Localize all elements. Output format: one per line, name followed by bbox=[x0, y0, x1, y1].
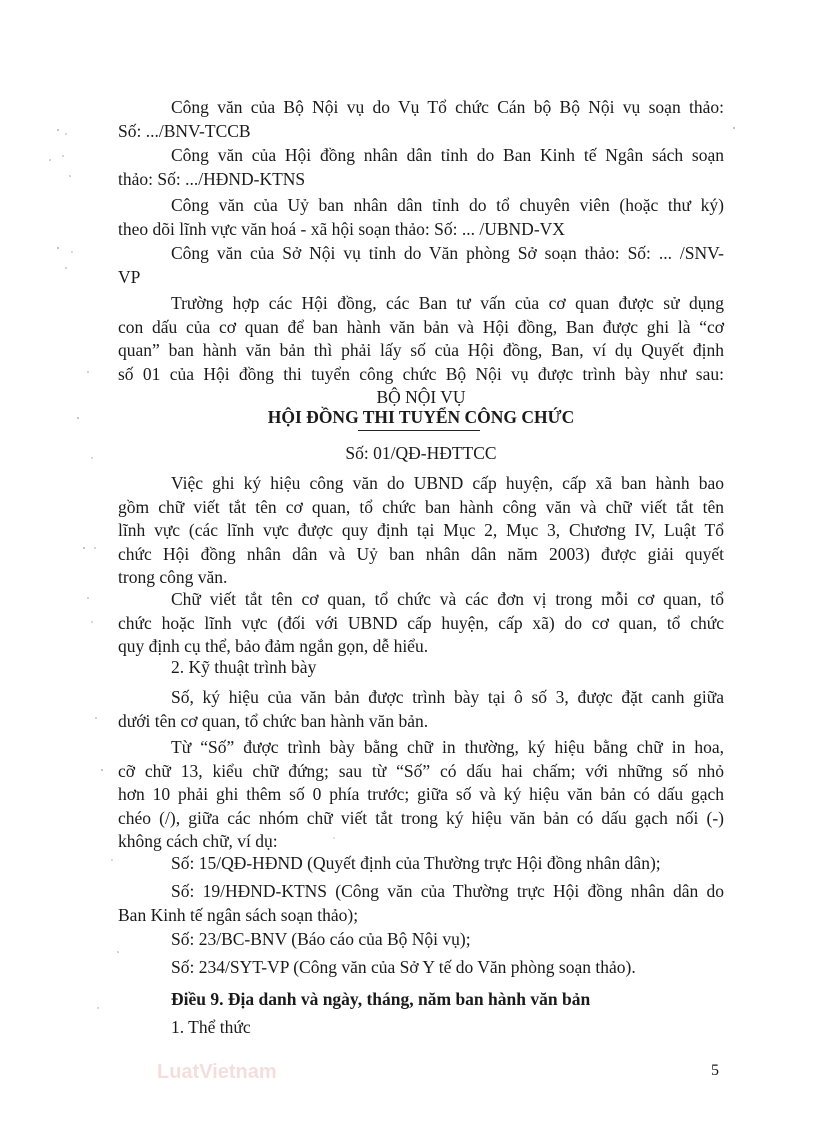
paragraph bbox=[118, 472, 724, 590]
text-line: Số: 234/SYT-VP (Công văn của Sở Y tế do Văn phòng soạn thảo). bbox=[171, 957, 636, 977]
text-line: VP bbox=[118, 266, 141, 287]
text-line: chức hoặc lĩnh vực (đối với UBND cấp huyện, cấp xã) do cơ quan, tổ chức bbox=[118, 612, 724, 633]
text-line: theo dõi lĩnh vực văn hoá - xã hội soạn thảo: Số: ... /UBND-VX bbox=[118, 218, 565, 239]
text-line: không cách chữ, ví dụ: bbox=[118, 831, 278, 851]
watermark-logo: LuatVietnam bbox=[157, 1061, 277, 1083]
paragraph bbox=[118, 736, 724, 854]
text-line: gồm chữ viết tắt tên cơ quan, tổ chức ban hành công văn và chữ viết tắt tên bbox=[118, 496, 724, 517]
text-line: Việc ghi ký hiệu công văn do UBND cấp huyện, cấp xã ban hành bao bbox=[171, 473, 724, 493]
text-line: Từ “Số” được trình bày bằng chữ in thường, ký hiệu bằng chữ in hoa, bbox=[171, 737, 724, 757]
text-line: chéo (/), giữa các nhóm chữ viết tắt trong ký hiệu văn bản có dấu gạch nối (-) bbox=[118, 807, 724, 828]
text-line: dưới tên cơ quan, tổ chức ban hành văn bản. bbox=[118, 710, 429, 731]
text-line: chức Hội đồng nhân dân và Uỷ ban nhân dân năm 2003) được giải quyết bbox=[118, 543, 724, 564]
text-line: 1. Thể thức bbox=[171, 1017, 251, 1037]
text-line: Số, ký hiệu của văn bản được trình bày tại ô số 3, được đặt canh giữa bbox=[171, 687, 724, 707]
text-line: Công văn của Uỷ ban nhân dân tỉnh do tổ chuyên viên (hoặc thư ký) bbox=[171, 195, 724, 215]
text-line: thảo: Số: .../HĐND-KTNS bbox=[118, 168, 306, 189]
paragraph bbox=[118, 144, 724, 191]
text-line: Số: 19/HĐND-KTNS (Công văn của Thường trực Hội đồng nhân dân do bbox=[171, 881, 724, 901]
text-line: Công văn của Bộ Nội vụ do Vụ Tổ chức Cán bộ Bộ Nội vụ soạn thảo: bbox=[171, 97, 724, 117]
paragraph bbox=[118, 656, 724, 680]
paragraph bbox=[118, 880, 724, 927]
paragraph bbox=[118, 242, 724, 289]
text-line: hơn 10 phải ghi thêm số 0 phía trước; giữa số và ký hiệu văn bản có dấu gạch bbox=[118, 784, 724, 804]
paragraph bbox=[118, 956, 724, 980]
text-line: quan” ban hành văn bản thì phải lấy số của Hội đồng, Ban, ví dụ Quyết định bbox=[118, 340, 724, 360]
text-line: Số: 15/QĐ-HĐND (Quyết định của Thường trực Hội đồng nhân dân); bbox=[171, 853, 661, 873]
text-line: lĩnh vực (các lĩnh vực được quy định tại Mục 2, Mục 3, Chương IV, Luật Tổ bbox=[118, 520, 724, 540]
text-line: 2. Kỹ thuật trình bày bbox=[171, 657, 317, 677]
text-line: Chữ viết tắt tên cơ quan, tổ chức và các đơn vị trong mỗi cơ quan, tổ bbox=[171, 589, 724, 609]
subheading bbox=[118, 1016, 724, 1040]
text-line: cỡ chữ 13, kiểu chữ đứng; sau từ “Số” có dấu hai chấm; với những số nhỏ bbox=[118, 760, 724, 781]
divider bbox=[358, 430, 480, 431]
text-line: quy định cụ thể, bảo đảm ngắn gọn, dễ hiểu. bbox=[118, 636, 429, 656]
text-line: trong công văn. bbox=[118, 567, 228, 587]
page-number: 5 bbox=[711, 1062, 719, 1079]
text-line: Số: .../BNV-TCCB bbox=[118, 120, 251, 141]
paragraph bbox=[118, 588, 724, 659]
article-heading: Điều 9. Địa danh và ngày, tháng, năm ban hành văn bản bbox=[171, 989, 591, 1009]
text-line: Công văn của Hội đồng nhân dân tỉnh do Ban Kinh tế Ngân sách soạn bbox=[171, 145, 724, 165]
example-council: HỘI ĐỒNG THI TUYỂN CÔNG CHỨC bbox=[267, 407, 575, 427]
paragraph bbox=[118, 852, 724, 876]
paragraph bbox=[118, 194, 724, 241]
text-line: số 01 của Hội đồng thi tuyển công chức Bộ Nội vụ được trình bày như sau: bbox=[118, 363, 724, 384]
text-line: con dấu của cơ quan để ban hành văn bản và Hội đồng, Ban được ghi là “cơ bbox=[118, 316, 724, 337]
example-ministry: BỘ NỘI VỤ bbox=[376, 387, 466, 407]
paragraph bbox=[118, 686, 724, 733]
text-line: Công văn của Sở Nội vụ tỉnh do Văn phòng Sở soạn thảo: Số: ... /SNV- bbox=[171, 243, 724, 263]
paragraph bbox=[118, 292, 724, 386]
paragraph bbox=[118, 928, 724, 952]
text-line: Số: 23/BC-BNV (Báo cáo của Bộ Nội vụ); bbox=[171, 929, 471, 949]
text-line: Ban Kinh tế ngân sách soạn thảo); bbox=[118, 904, 359, 925]
text-line: Trường hợp các Hội đồng, các Ban tư vấn của cơ quan được sử dụng bbox=[171, 293, 724, 313]
paragraph bbox=[118, 96, 724, 143]
example-number: Số: 01/QĐ-HĐTTCC bbox=[345, 443, 497, 463]
